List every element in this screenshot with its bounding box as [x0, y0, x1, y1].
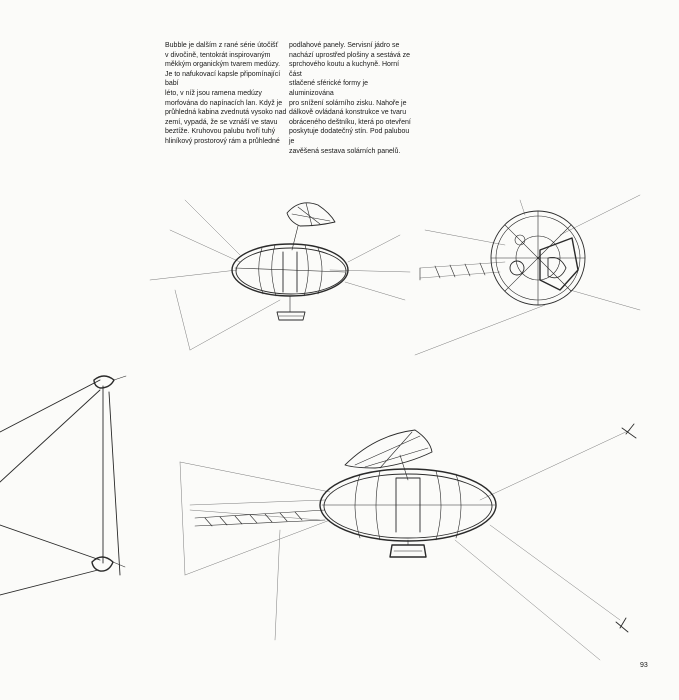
text-column-left: Bubble je dalším z rané série útočišť v divočině, tentokrát inspirovaným měkkým organickým tvarem medúzy. Je to nafukovací kapsle připomínající babí léto, v níž jsou ramena medúzy morfována do napínacích lan. Když je průhledná kabina zvednutá vysoko nad zemí, vypadá, že se vznáší ve stavu beztíže. Kruhovou palubu tvoří tuhý hliníkový prostorový rám a průhledné — [165, 42, 287, 145]
sketch-side-elevation — [150, 200, 410, 350]
page-number: 93 — [640, 662, 648, 669]
sketch-plan-view — [415, 195, 640, 355]
sketch-edge-fragment — [0, 376, 126, 595]
sketch-perspective-view — [180, 424, 636, 660]
text-column-right: podlahové panely. Servisní jádro se nachází uprostřed plošiny a sestává ze sprchového koutu a kuchyně. Horní část stlačené sférické formy je aluminizována pro snížení solárního zisku. Nahoře je dálkově ovládaná konstrukce ve tvaru obráceného deštníku, která po otevření poskytuje dodatečný stín. Pod palubou je zavěšená sestava solárních panelů. — [289, 42, 411, 155]
